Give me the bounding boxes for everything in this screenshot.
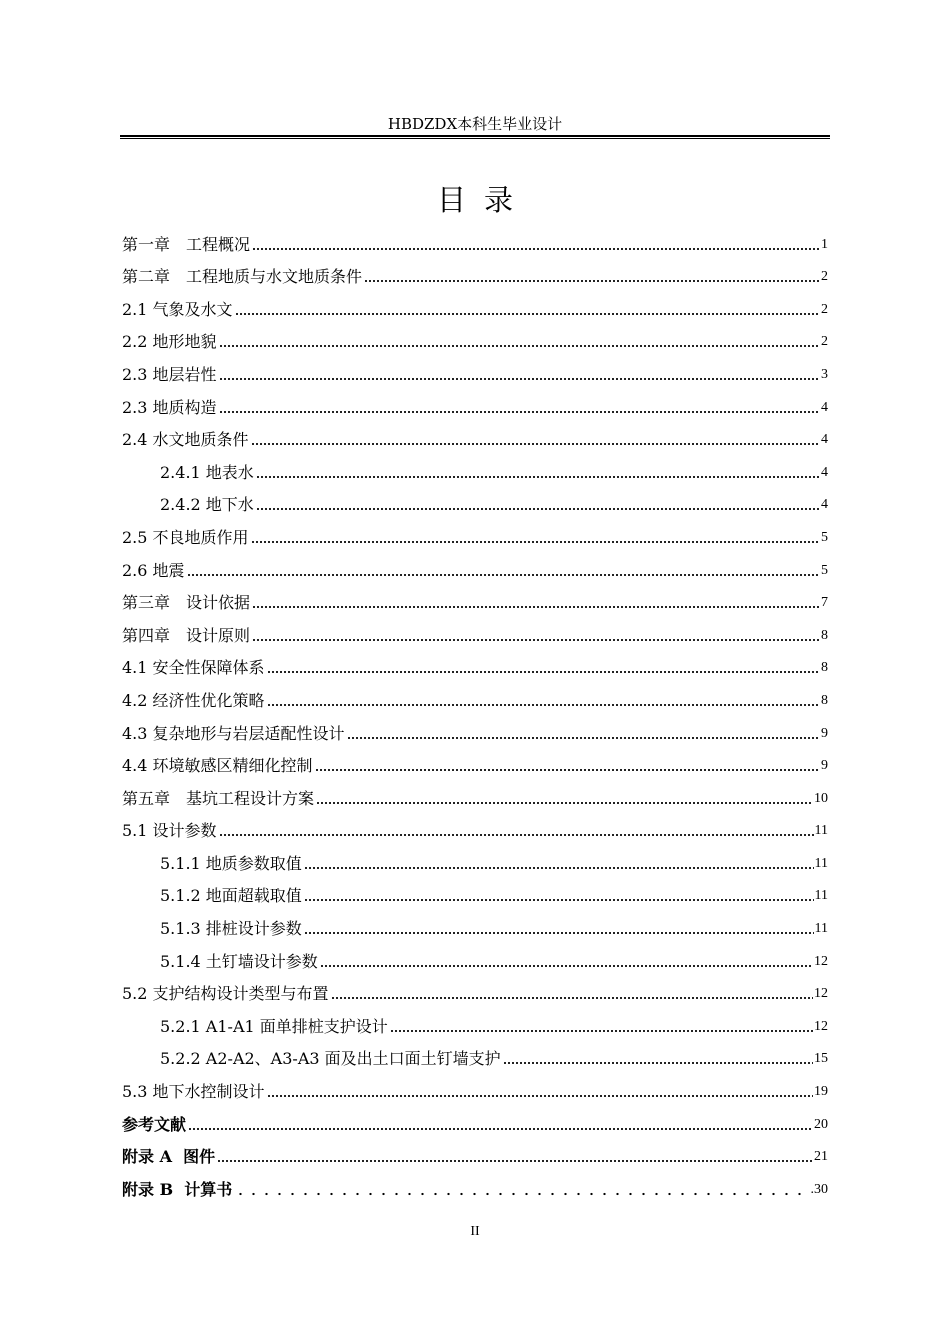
- toc-entry-page: 19: [814, 1084, 828, 1100]
- toc-entry-label: 2.5 不良地质作用: [122, 527, 249, 547]
- toc-leader-dots: [315, 768, 820, 772]
- toc-entry-page: 10: [814, 790, 828, 806]
- toc-leader-dots: [256, 507, 820, 511]
- toc-leader-dots: [219, 833, 814, 837]
- toc-entry[interactable]: [122, 650, 828, 683]
- header-rule: [120, 135, 830, 139]
- toc-entry-label: 5.3 地下水控制设计: [122, 1082, 265, 1102]
- toc-entry[interactable]: [122, 259, 828, 292]
- toc-leader-dots: [316, 801, 813, 805]
- toc-entry[interactable]: [122, 617, 828, 650]
- toc-entry-label: 2.3 地层岩性: [122, 364, 217, 384]
- toc-entry[interactable]: [122, 226, 828, 259]
- toc-leader-dots: [256, 475, 820, 479]
- toc-entry-label: 2.3 地质构造: [122, 397, 217, 417]
- toc-entry-page: 11: [814, 888, 828, 904]
- toc-entry-label: 5.2.1 A1-A1 面单排桩支护设计: [160, 1016, 388, 1036]
- toc-entry-page: 15: [814, 1051, 828, 1067]
- toc-entry-label: 4.4 环境敏感区精细化控制: [122, 756, 313, 776]
- toc-entry-label: 附录 B 计算书: [122, 1179, 233, 1199]
- toc-entry-label: 第三章 设计依据: [122, 593, 251, 613]
- toc-entry-page: 9: [821, 758, 828, 774]
- toc-entry[interactable]: [122, 943, 828, 976]
- toc-entry[interactable]: [122, 356, 828, 389]
- toc-entry[interactable]: [122, 976, 828, 1009]
- toc-entry[interactable]: [122, 585, 828, 618]
- toc-entry-page: 4: [821, 464, 828, 480]
- toc-entry-label: 参考文献: [122, 1114, 187, 1134]
- toc-entry[interactable]: [122, 1008, 828, 1041]
- toc-entry-page: 5: [821, 562, 828, 578]
- toc-leader-dots: [503, 1061, 813, 1065]
- toc-entry[interactable]: [122, 291, 828, 324]
- toc-entry-page: .30: [810, 1181, 828, 1197]
- toc-entry-label: 4.1 安全性保障体系: [122, 658, 265, 678]
- toc-entry-page: 4: [821, 497, 828, 513]
- toc-entry[interactable]: [122, 780, 828, 813]
- toc-entry[interactable]: [122, 552, 828, 585]
- toc-entry-page: 5: [821, 529, 828, 545]
- toc-entry-page: 11: [814, 823, 828, 839]
- toc-leader-dots: [219, 410, 820, 414]
- toc-entry-label: 5.1.3 排桩设计参数: [160, 919, 302, 939]
- toc-leader-dots: [347, 736, 820, 740]
- toc-leader-dots: [217, 1159, 813, 1163]
- toc-entry-page: 11: [814, 855, 828, 871]
- toc-entry[interactable]: [122, 1139, 828, 1172]
- toc-leader-dots: [267, 670, 820, 674]
- toc-entry[interactable]: [122, 1171, 828, 1204]
- toc-entry-label: 5.1.1 地质参数取值: [160, 853, 302, 873]
- toc-entry-label: 5.2.2 A2-A2、A3-A3 面及出土口面土钉墙支护: [160, 1049, 501, 1069]
- toc-entry-page: 7: [821, 595, 828, 611]
- toc-entry-page: 20: [814, 1116, 828, 1132]
- toc-entry[interactable]: [122, 682, 828, 715]
- toc-entry-page: 12: [814, 953, 828, 969]
- toc-entry-page: 21: [814, 1149, 828, 1165]
- toc-leader-dots: [219, 377, 820, 381]
- toc-leader-dots: [267, 1094, 813, 1098]
- toc-entry-page: 8: [821, 692, 828, 708]
- toc-entry[interactable]: [122, 324, 828, 357]
- toc-entry[interactable]: [122, 454, 828, 487]
- toc-entry-label: 2.1 气象及水文: [122, 299, 233, 319]
- toc-entry-label: 第一章 工程概况: [122, 234, 251, 254]
- toc-entry-page: 2: [821, 334, 828, 350]
- toc-entry[interactable]: [122, 813, 828, 846]
- toc-entry-label: 5.1 设计参数: [122, 821, 217, 841]
- toc-entry-label: 附录 A 图件: [122, 1147, 216, 1167]
- toc-title: 目录: [436, 183, 531, 217]
- toc-entry[interactable]: [122, 715, 828, 748]
- toc-leader-dots: [304, 866, 814, 870]
- toc-entry-page: 12: [814, 986, 828, 1002]
- page-number: II: [470, 1224, 480, 1239]
- toc-leader-dots: [320, 964, 813, 968]
- toc-leader-dots: [304, 898, 814, 902]
- toc-entry-page: 2: [821, 269, 828, 285]
- toc-leader-dots: [235, 312, 820, 316]
- toc-entry-label: 2.2 地形地貌: [122, 332, 217, 352]
- toc-entry-page: 4: [821, 399, 828, 415]
- toc-entry-label: 5.1.4 土钉墙设计参数: [160, 951, 318, 971]
- toc-entry-label: 第五章 基坑工程设计方案: [122, 788, 315, 808]
- toc-entry-page: 8: [821, 660, 828, 676]
- toc-entry[interactable]: [122, 1041, 828, 1074]
- toc-entry-label: 4.2 经济性优化策略: [122, 690, 265, 710]
- toc-entry[interactable]: [122, 487, 828, 520]
- toc-entry[interactable]: [122, 878, 828, 911]
- toc-entry-page: 3: [821, 366, 828, 382]
- toc-entry-page: 2: [821, 301, 828, 317]
- toc-leader-dots: [187, 573, 820, 577]
- toc-entry-label: 第二章 工程地质与水文地质条件: [122, 267, 363, 287]
- toc-leader-dots: [251, 442, 820, 446]
- toc-entry-label: 2.6 地震: [122, 560, 185, 580]
- toc-entry-page: 8: [821, 627, 828, 643]
- page-header: HBDZDX本科生毕业设计: [387, 115, 563, 133]
- toc-leader-dots: [252, 605, 820, 609]
- toc-leader-dots: [331, 996, 813, 1000]
- table-of-contents: [122, 226, 828, 1204]
- toc-entry[interactable]: [122, 748, 828, 781]
- toc-leader-dots: [252, 638, 820, 642]
- toc-entry[interactable]: [122, 519, 828, 552]
- toc-leader-dots: [390, 1029, 813, 1033]
- toc-entry-label: 第四章 设计原则: [122, 625, 251, 645]
- toc-leader-dots: [219, 344, 820, 348]
- toc-entry-page: 1: [821, 236, 828, 252]
- toc-entry[interactable]: [122, 389, 828, 422]
- toc-entry-label: 2.4.2 地下水: [160, 495, 254, 515]
- toc-leader-dots: [251, 540, 820, 544]
- toc-leader-dots: [252, 247, 820, 251]
- toc-entry[interactable]: [122, 845, 828, 878]
- toc-leader-dots: [234, 1192, 809, 1196]
- toc-entry-page: 12: [814, 1018, 828, 1034]
- toc-leader-dots: [188, 1127, 813, 1131]
- toc-entry-label: 5.1.2 地面超载取值: [160, 886, 302, 906]
- toc-entry-page: 9: [821, 725, 828, 741]
- toc-entry-label: 5.2 支护结构设计类型与布置: [122, 984, 329, 1004]
- toc-entry-label: 4.3 复杂地形与岩层适配性设计: [122, 723, 345, 743]
- toc-entry-page: 11: [814, 921, 828, 937]
- toc-entry[interactable]: [122, 422, 828, 455]
- toc-entry[interactable]: [122, 1073, 828, 1106]
- toc-entry-label: 2.4.1 地表水: [160, 462, 254, 482]
- toc-entry-page: 4: [821, 432, 828, 448]
- toc-leader-dots: [304, 931, 814, 935]
- toc-entry[interactable]: [122, 910, 828, 943]
- toc-entry-label: 2.4 水文地质条件: [122, 430, 249, 450]
- toc-entry[interactable]: [122, 1106, 828, 1139]
- toc-leader-dots: [364, 279, 820, 283]
- toc-leader-dots: [267, 703, 820, 707]
